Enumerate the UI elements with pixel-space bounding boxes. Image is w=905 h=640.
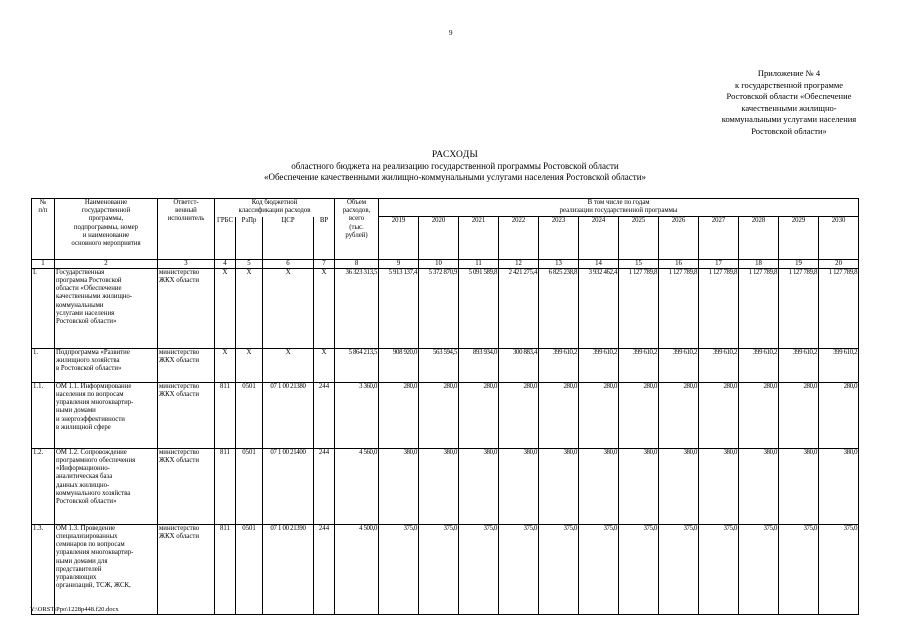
row-name: ОМ 1.3. Проведение специализированных семинаров по вопросам управления многоквартир- ными домами для представителей управляющих организаций, ТСЖ, ЖСК, xyxy=(55,524,158,614)
appendix-line: коммунальными услугами населения xyxy=(721,114,857,124)
column-number: 3 xyxy=(158,259,215,268)
header-rzpr: РзПр xyxy=(236,217,263,260)
header-years-group: В том числе по годам реализации государственной программы xyxy=(379,199,859,217)
row-grbs: X xyxy=(215,348,236,382)
header-executor: Ответст- венный исполнитель xyxy=(158,199,215,260)
column-number: 18 xyxy=(739,259,779,268)
row-year-value: 5 091 589,8 xyxy=(459,268,499,348)
row-vr: 244 xyxy=(314,524,335,614)
row-year-value: 380,0 xyxy=(499,448,539,524)
row-rzpr: 0501 xyxy=(236,382,263,448)
appendix-note xyxy=(680,68,898,137)
column-number: 6 xyxy=(263,259,314,268)
column-number: 5 xyxy=(236,259,263,268)
header-year: 2027 xyxy=(699,217,739,260)
row-year-value: 380,0 xyxy=(419,448,459,524)
header-year: 2030 xyxy=(819,217,859,260)
row-csr: 07 1 00 21390 xyxy=(263,524,314,614)
row-year-value: 280,0 xyxy=(459,382,499,448)
row-year-value: 375,0 xyxy=(379,524,419,614)
column-number: 16 xyxy=(659,259,699,268)
row-year-value: 380,0 xyxy=(579,448,619,524)
row-year-value: 280,0 xyxy=(619,382,659,448)
row-year-value: 1 127 789,8 xyxy=(619,268,659,348)
column-number: 8 xyxy=(335,259,379,268)
row-year-value: 380,0 xyxy=(819,448,859,524)
row-year-value: 399 610,2 xyxy=(739,348,779,382)
table-row xyxy=(32,348,859,382)
row-year-value: 1 127 789,8 xyxy=(699,268,739,348)
column-number-row xyxy=(32,259,859,268)
header-year: 2023 xyxy=(539,217,579,260)
row-num: 1.1. xyxy=(32,382,55,448)
row-csr: X xyxy=(263,268,314,348)
header-grbs: ГРБС xyxy=(215,217,236,260)
row-year-value: 380,0 xyxy=(619,448,659,524)
appendix-line: к государственной программе xyxy=(734,79,844,90)
header-year: 2024 xyxy=(579,217,619,260)
row-year-value: 280,0 xyxy=(819,382,859,448)
row-executor: министерство ЖКХ области xyxy=(158,448,215,524)
appendix-line: качественными жилищно- xyxy=(741,102,837,113)
row-year-value: 6 825 238,8 xyxy=(539,268,579,348)
row-rzpr: X xyxy=(236,268,263,348)
row-year-value: 375,0 xyxy=(739,524,779,614)
row-name: Государственная программа Ростовской области «Обеспечение качественными жилищно- коммунальными услугами населения Ростовской области» xyxy=(55,268,158,348)
row-year-value: 563 594,5 xyxy=(419,348,459,382)
row-vr: 244 xyxy=(314,448,335,524)
row-grbs: 811 xyxy=(215,448,236,524)
row-year-value: 280,0 xyxy=(419,382,459,448)
table-row xyxy=(32,524,859,614)
row-year-value: 375,0 xyxy=(419,524,459,614)
row-year-value: 399 610,2 xyxy=(539,348,579,382)
appendix-line: Ростовской области «Обеспечение xyxy=(726,91,852,101)
row-vr: 244 xyxy=(314,382,335,448)
row-year-value: 2 421 275,4 xyxy=(499,268,539,348)
column-number: 17 xyxy=(699,259,739,268)
table-row xyxy=(32,382,859,448)
row-year-value: 375,0 xyxy=(579,524,619,614)
row-year-value: 380,0 xyxy=(539,448,579,524)
row-grbs: X xyxy=(215,268,236,348)
expenses-table xyxy=(31,198,859,615)
row-year-value: 893 934,0 xyxy=(459,348,499,382)
row-total: 5 864 213,5 xyxy=(335,348,379,382)
row-vr: X xyxy=(314,348,335,382)
row-executor: министерство ЖКХ области xyxy=(158,524,215,614)
row-grbs: 811 xyxy=(215,382,236,448)
row-year-value: 1 127 789,8 xyxy=(659,268,699,348)
row-name: ОМ 1.2. Сопровождение программного обеспечения «Информационно- аналитическая база данных жилищно- коммунального хозяйства Ростовской области» xyxy=(55,448,158,524)
header-year: 2025 xyxy=(619,217,659,260)
row-year-value: 380,0 xyxy=(779,448,819,524)
title-heading: РАСХОДЫ xyxy=(431,150,479,160)
column-number: 4 xyxy=(215,259,236,268)
row-executor: министерство ЖКХ области xyxy=(158,348,215,382)
row-year-value: 375,0 xyxy=(459,524,499,614)
row-year-value: 300 883,4 xyxy=(499,348,539,382)
header-row xyxy=(32,199,859,217)
column-number: 10 xyxy=(419,259,459,268)
column-number: 13 xyxy=(539,259,579,268)
row-year-value: 5 372 870,9 xyxy=(419,268,459,348)
row-num: 1.2. xyxy=(32,448,55,524)
row-year-value: 280,0 xyxy=(499,382,539,448)
file-path-footer: Y:\ORST\Ppo\1228p448.f20.docx xyxy=(30,606,119,613)
row-year-value: 399 610,2 xyxy=(619,348,659,382)
row-year-value: 1 127 789,8 xyxy=(819,268,859,348)
row-name: Подпрограмма «Развитие жилищного хозяйства в Ростовской области» xyxy=(55,348,158,382)
row-year-value: 399 610,2 xyxy=(579,348,619,382)
row-year-value: 5 913 137,4 xyxy=(379,268,419,348)
row-year-value: 380,0 xyxy=(379,448,419,524)
row-year-value: 375,0 xyxy=(619,524,659,614)
row-year-value: 375,0 xyxy=(819,524,859,614)
page-number: 9 xyxy=(449,29,453,37)
header-num: № п/п xyxy=(32,199,55,260)
row-rzpr: X xyxy=(236,348,263,382)
row-rzpr: 0501 xyxy=(236,524,263,614)
row-vr: X xyxy=(314,268,335,348)
row-year-value: 280,0 xyxy=(539,382,579,448)
column-number: 2 xyxy=(55,259,158,268)
row-year-value: 375,0 xyxy=(659,524,699,614)
row-year-value: 380,0 xyxy=(699,448,739,524)
row-total: 4 500,0 xyxy=(335,524,379,614)
row-year-value: 399 610,2 xyxy=(819,348,859,382)
row-year-value: 375,0 xyxy=(499,524,539,614)
row-year-value: 375,0 xyxy=(699,524,739,614)
row-rzpr: 0501 xyxy=(236,448,263,524)
column-number: 1 xyxy=(32,259,55,268)
header-csr: ЦСР xyxy=(263,217,314,260)
row-executor: министерство ЖКХ области xyxy=(158,382,215,448)
row-csr: 07 1 00 21380 xyxy=(263,382,314,448)
row-name: ОМ 1.1. Информирование населения по вопросам управления многоквартир- ными домами и энергоэффективности в жилищной сфере xyxy=(55,382,158,448)
row-year-value: 399 610,2 xyxy=(659,348,699,382)
row-year-value: 280,0 xyxy=(779,382,819,448)
column-number: 12 xyxy=(499,259,539,268)
column-number: 20 xyxy=(819,259,859,268)
title-line: «Обеспечение качественными жилищно-коммунальными услугами населения Ростовской области» xyxy=(263,172,647,182)
header-volume: Объем расходов, всего (тыс. рублей) xyxy=(335,199,379,260)
row-year-value: 380,0 xyxy=(739,448,779,524)
column-number: 11 xyxy=(459,259,499,268)
row-total: 4 560,0 xyxy=(335,448,379,524)
title-line: областного бюджета на реализацию государственной программы Ростовской области xyxy=(291,161,619,171)
row-year-value: 375,0 xyxy=(539,524,579,614)
header-year: 2020 xyxy=(419,217,459,260)
row-year-value: 1 127 789,8 xyxy=(779,268,819,348)
header-year: 2028 xyxy=(739,217,779,260)
header-code-group: Код бюджетной классификации расходов xyxy=(215,199,335,217)
column-number: 9 xyxy=(379,259,419,268)
row-year-value: 375,0 xyxy=(779,524,819,614)
header-year: 2019 xyxy=(379,217,419,260)
column-number: 7 xyxy=(314,259,335,268)
row-csr: 07 1 00 21400 xyxy=(263,448,314,524)
row-year-value: 399 610,2 xyxy=(699,348,739,382)
row-num: I. xyxy=(32,268,55,348)
appendix-line: Ростовской области» xyxy=(751,125,827,136)
row-year-value: 280,0 xyxy=(739,382,779,448)
header-year: 2022 xyxy=(499,217,539,260)
header-year: 2026 xyxy=(659,217,699,260)
row-year-value: 3 932 462,4 xyxy=(579,268,619,348)
row-total: 36 323 313,5 xyxy=(335,268,379,348)
row-num: 1.3. xyxy=(32,524,55,614)
column-number: 15 xyxy=(619,259,659,268)
row-total: 3 360,0 xyxy=(335,382,379,448)
row-year-value: 380,0 xyxy=(459,448,499,524)
row-year-value: 1 127 789,8 xyxy=(739,268,779,348)
header-year: 2029 xyxy=(779,217,819,260)
table-row xyxy=(32,448,859,524)
row-year-value: 280,0 xyxy=(699,382,739,448)
row-csr: X xyxy=(263,348,314,382)
header-year: 2021 xyxy=(459,217,499,260)
row-year-value: 380,0 xyxy=(659,448,699,524)
row-year-value: 908 920,0 xyxy=(379,348,419,382)
row-year-value: 280,0 xyxy=(379,382,419,448)
header-name: Наименование государственной программы, подпрограммы, номер и наименование основного мероприятия xyxy=(55,199,158,260)
document-title xyxy=(40,150,870,183)
column-number: 19 xyxy=(779,259,819,268)
header-vr: ВР xyxy=(314,217,335,260)
row-executor: министерство ЖКХ области xyxy=(158,268,215,348)
row-num: 1. xyxy=(32,348,55,382)
row-year-value: 399 610,2 xyxy=(779,348,819,382)
row-grbs: 811 xyxy=(215,524,236,614)
row-year-value: 280,0 xyxy=(659,382,699,448)
column-number: 14 xyxy=(579,259,619,268)
row-year-value: 280,0 xyxy=(579,382,619,448)
appendix-line: Приложение № 4 xyxy=(757,68,821,78)
table-row xyxy=(32,268,859,348)
